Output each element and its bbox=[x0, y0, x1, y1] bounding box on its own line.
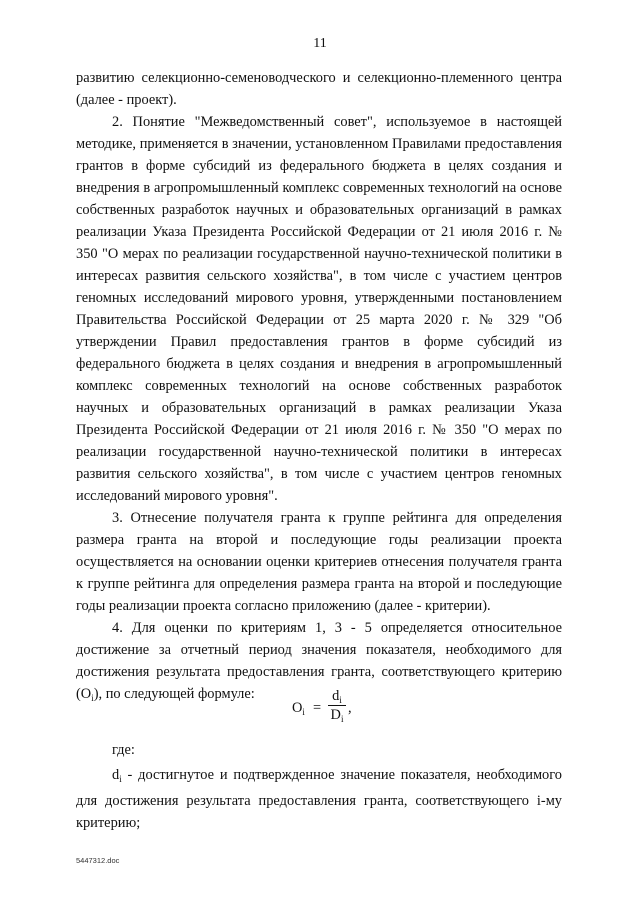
footer-filename: 5447312.doc bbox=[76, 856, 120, 865]
formula-denominator: $D_i$ bbox=[330, 707, 344, 724]
document-body bbox=[76, 67, 562, 709]
formula-comma: , bbox=[348, 700, 352, 716]
formula-equals: = bbox=[313, 700, 322, 716]
where-label: где: bbox=[112, 742, 135, 758]
paragraph-4-subscript: i bbox=[91, 693, 94, 703]
page-number: 11 bbox=[313, 36, 327, 51]
formula bbox=[292, 688, 362, 728]
definition-text: - достигнутое и подтвержденное значение показателя, необходимого для достижения результата предоставления гранта, соответствующего i-му критерию; bbox=[76, 767, 562, 831]
paragraph-1-continuation: развитию селекционно-семеноводческого и селекционно-племенного центра (далее - проект). bbox=[76, 70, 562, 108]
paragraph-3: 3. Отнесение получателя гранта к группе рейтинга для определения размера гранта на второй и последующие годы реализации проекта осуществляется на основании оценки критериев отнесения получателя гранта к группе рейтинга для определения размера гранта на второй и последующие годы реализации проекта согласно приложению (далее - критерии). bbox=[76, 510, 562, 614]
formula-lhs: $O_i$ bbox=[292, 700, 305, 717]
definition-symbol: d bbox=[112, 767, 120, 783]
definition-d bbox=[76, 764, 562, 834]
definition-symbol-subscript: i bbox=[119, 774, 122, 784]
paragraph-4-text: 4. Для оценки по критериям 1, 3 - 5 определяется относительное достижение за отчетный период значения показателя, необходимого для достижения результата предоставления гранта, соответствующего критерию (O bbox=[76, 620, 562, 702]
formula-fraction bbox=[328, 688, 346, 728]
paragraph-4-text-end: ), по следующей формуле: bbox=[93, 686, 255, 702]
formula-numerator: $d_i$ bbox=[328, 688, 346, 706]
paragraph-2: 2. Понятие "Межведомственный совет", используемое в настоящей методике, применяется в значении, установленном Правилами предоставления грантов в форме субсидий из федерального бюджета в целях создания и внедрения в агропромышленный комплекс современных технологий на основе собственных разработок научных и образовательных организаций в рамках реализации Указа Президента Российской Федерации от 21 июля 2016 г. № 350 "О мерах по реализации государственной научно-технической политики в интересах развития сельского хозяйства", в том числе с участием центров геномных исследований мирового уровня, утвержденными постановлением Правительства Российской Федерации от 25 марта 2020 г. № 329 "Об утверждении Правил предоставления грантов в форме субсидий из федерального бюджета в целях создания и внедрения в агропромышленный комплекс современных технологий на основе собственных разработок научных и образовательных организаций в рамках реализации Указа Президента Российской Федерации от 21 июля 2016 г. № 350 "О мерах по реализации государственной научно-технической политики в интересах развития сельского хозяйства", в том числе с участием центров геномных исследований мирового уровня". bbox=[76, 114, 562, 504]
